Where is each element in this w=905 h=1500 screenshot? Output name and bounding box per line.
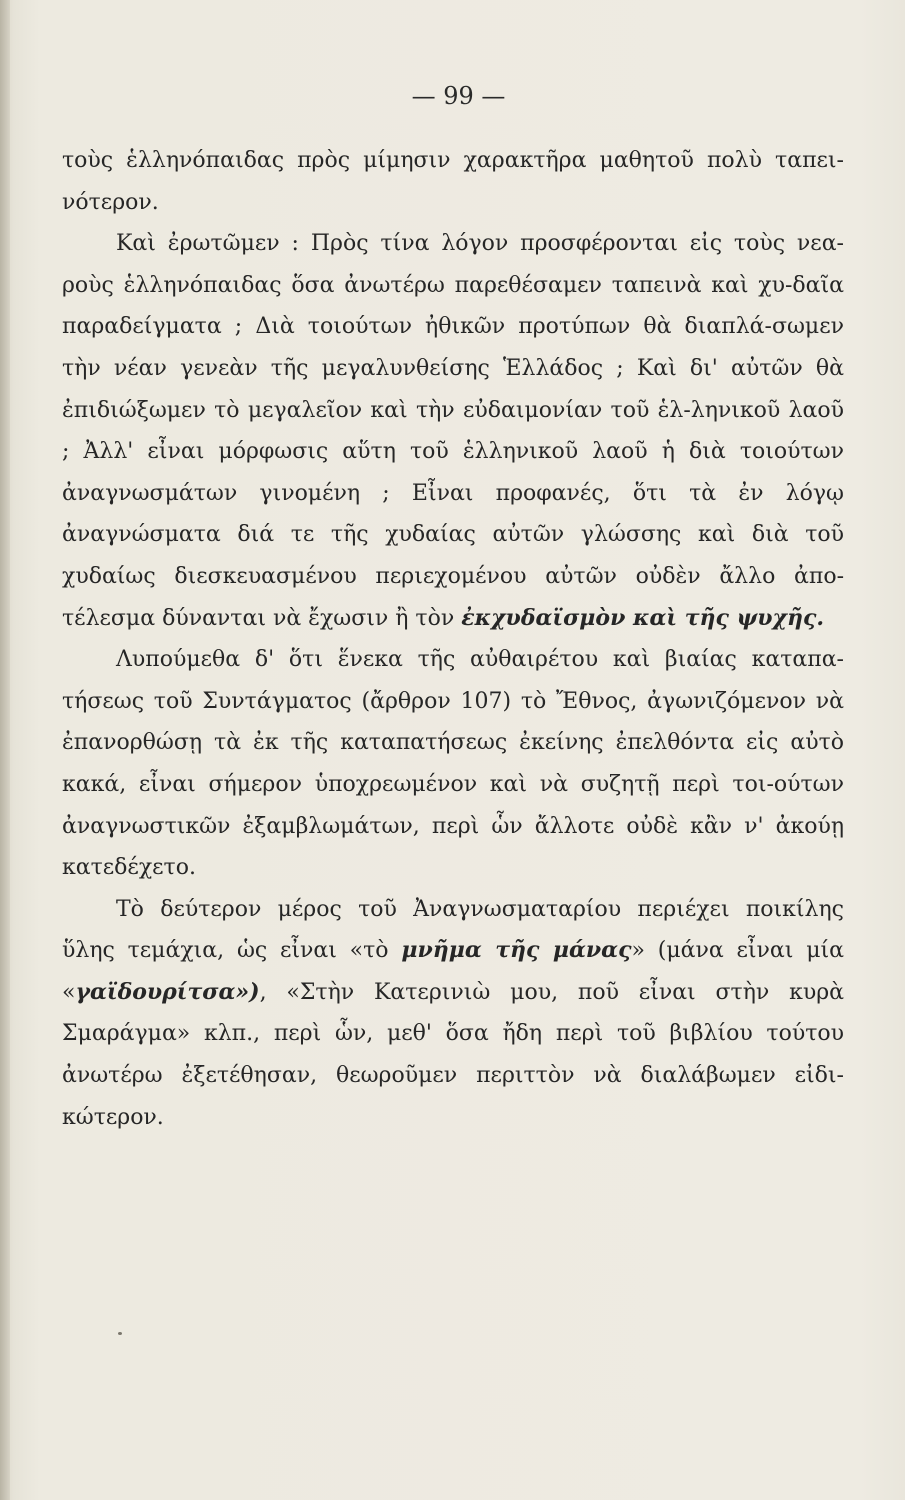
paragraph: [62, 639, 844, 889]
paragraph: [62, 140, 844, 223]
text-run: , «Στὴν Κατερινιὼ μου, ποῦ εἶναι στὴν κυρὰ Σμαράγμα» κλπ., περὶ ὧν, μεθ' ὅσα ἤδη περὶ τοῦ βιβλίου τούτου ἀνωτέρω ἐξετέθησαν, θεωροῦμεν περιττὸν νὰ διαλάβωμεν εἰδι-κώτερον.: [62, 979, 844, 1130]
emphasized-text: γαϊδουρίτσα»): [75, 978, 260, 1005]
body-text: [62, 140, 844, 1138]
emphasized-text: ἐκχυδαϊσμὸν καὶ τῆς ψυχῆς.: [461, 604, 825, 631]
paper-speck: [118, 1332, 122, 1335]
text-run: τοὺς ἑλληνόπαιδας πρὸς μίμησιν χαρακτῆρα μαθητοῦ πολὺ ταπει-νότερον.: [62, 148, 844, 215]
page-number: — 99 —: [411, 82, 506, 110]
binding-edge: [0, 0, 10, 1500]
emphasized-text: μνῆμα τῆς μάνας: [401, 937, 632, 964]
text-run: Λυπούμεθα δ' ὅτι ἕνεκα τῆς αὐθαιρέτου καὶ βιαίας καταπα-τήσεως τοῦ Συντάγματος (ἄρθρον 107) τὸ Ἔθνος, ἀγωνιζόμενον νὰ ἐπανορθώσῃ τὰ ἐκ τῆς καταπατήσεως ἐκείνης ἐπελθόντα εἰς αὐτὸ κακά, εἶναι σήμερον ὑποχρεωμένον καὶ νὰ συζητῇ περὶ τοι-ούτων ἀναγνωστικῶν ἐξαμβλωμάτων, περὶ ὧν ἄλλοτε οὐδὲ κἂν ν' ἀκούῃ κατεδέχετο.: [62, 647, 844, 881]
paragraph: [62, 223, 844, 639]
text-run: Τὸ δεύτερον μέρος τοῦ Ἀναγνωσματαρίου περιέχει ποικίλης ὕλης τεμάχια, ὡς εἶναι «τὸ: [62, 896, 844, 964]
paragraph: [62, 889, 844, 1139]
text-run: Καὶ ἐρωτῶμεν : Πρὸς τίνα λόγον προσφέρονται εἰς τοὺς νεα-ροὺς ἑλληνόπαιδας ὅσα ἀνωτέρω παρεθέσαμεν ταπεινὰ καὶ χυ-δαῖα παραδείγματα ; Διὰ τοιούτων ἠθικῶν προτύπων θὰ διαπλά-σωμεν τὴν νέαν γενεὰν τῆς μεγαλυνθείσης Ἑλλάδος ; Καὶ δι' αὐτῶν θὰ ἐπιδιώξωμεν τὸ μεγαλεῖον καὶ τὴν εὐδαιμονίαν τοῦ ἑλ-ληνικοῦ λαοῦ ; Ἀλλ' εἶναι μόρφωσις αὕτη τοῦ ἑλληνικοῦ λαοῦ ἡ διὰ τοιούτων ἀναγνωσμάτων γινομένη ; Εἶναι προφανές, ὅτι τὰ ἐν λόγῳ ἀναγνώσματα διά τε τῆς χυδαίας αὐτῶν γλώσσης καὶ διὰ τοῦ χυδαίως διεσκευασμένου περιεχομένου αὐτῶν οὐδὲν ἄλλο ἀπο-τέλεσμα δύνανται νὰ ἔχωσιν ἢ τὸν: [62, 231, 844, 631]
text-run: » (μάνα εἶναι μία «: [62, 938, 844, 1005]
